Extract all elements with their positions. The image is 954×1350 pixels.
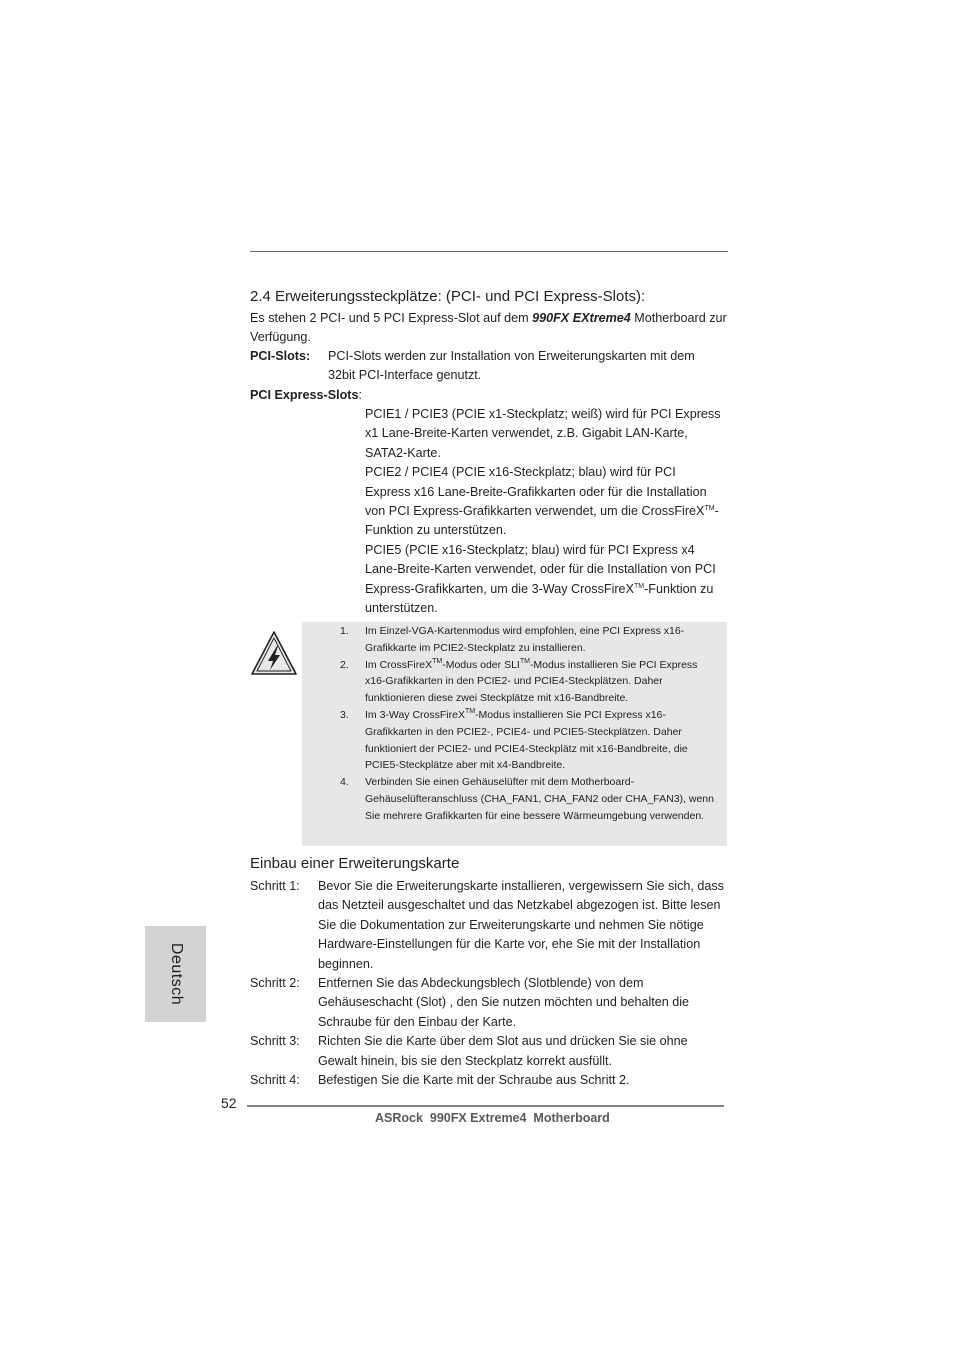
- pcie-x16-text: PCIE2 / PCIE4 (PCIE x16-Steckplatz; blau) wird für PCI Express x16 Lane-Breite-Grafikkarten oder für die Installation von PCI Express-Grafikkarten verwendet, um die CrossFireX: [365, 465, 707, 519]
- install-step: [250, 1071, 728, 1090]
- note-text-part: Im 3-Way CrossFireX: [365, 708, 465, 721]
- pcie5-text: PCIE5 (PCIE x16-Steckplatz; blau) wird für PCI Express x4 Lane-Breite-Karten verwendet, oder für die Installation von PCI Express-Grafikkarten, um die 3-Way CrossFireX: [365, 542, 716, 596]
- intro-paragraph: [250, 309, 728, 348]
- note-number: 1.: [340, 625, 349, 637]
- note-item: [340, 707, 720, 774]
- install-heading: Einbau einer Erweiterungskarte: [250, 855, 460, 872]
- install-step: [250, 877, 728, 974]
- note-number: 2.: [340, 658, 349, 671]
- note-number: 3.: [340, 708, 349, 721]
- page-number: 52: [221, 1095, 237, 1111]
- note-text: [365, 659, 697, 705]
- install-step: [250, 974, 728, 1032]
- footer-divider: [247, 1105, 724, 1107]
- note-text: Verbinden Sie einen Gehäuselüfter mit dem Motherboard-Gehäuselüfteranschluss (CHA_FAN1, CHA_FAN2 oder CHA_FAN3), wenn Sie mehrere Grafikkarten für eine bessere Wärmeumgebung verwenden.: [365, 776, 714, 822]
- intro-text-start: Es stehen 2 PCI- und 5 PCI Express-Slot auf dem: [250, 311, 533, 325]
- pcie5-paragraph: [365, 541, 721, 619]
- trademark-mark: TM: [704, 505, 715, 513]
- note-text: Im Einzel-VGA-Kartenmodus wird empfohlen, eine PCI Express x16-Grafikkarte im PCIE2-Steckplatz zu installieren.: [365, 625, 685, 654]
- pcie5-text-end: -Funktion zu unterstützen.: [365, 581, 714, 616]
- warning-notes-list: [340, 623, 720, 825]
- pcie-slots-description: [365, 405, 721, 618]
- section-heading: 2.4 Erweiterungssteckplätze: (PCI- und PCI Express-Slots):: [250, 288, 646, 305]
- language-label: Deutsch: [167, 942, 185, 1006]
- footer-title: ASRock 990FX Extreme4 Motherboard: [375, 1111, 610, 1125]
- top-divider: [250, 251, 728, 252]
- note-text-part: Im CrossFireX: [365, 658, 433, 671]
- warning-triangle-icon: [250, 630, 298, 676]
- trademark-mark: TM: [519, 657, 530, 665]
- pcie-x16-paragraph: [365, 463, 721, 541]
- note-text-part: -Modus oder SLI: [442, 658, 520, 671]
- note-text-part: -Modus installieren Sie PCI Express x16-Grafikkarten in den PCIE2- und PCIE4-Steckplätzen. Daher funktionieren diese zwei Steckplätze mit x16-Bandbreite.: [365, 658, 698, 705]
- trademark-mark: TM: [432, 657, 443, 665]
- step-label: Schritt 3:: [250, 1034, 300, 1049]
- pcie-slots-term: PCI Express-Slots: [250, 388, 359, 402]
- language-side-tab: [145, 926, 206, 1022]
- pci-slots-description: PCI-Slots werden zur Installation von Erweiterungskarten mit dem 32bit PCI-Interface genutzt.: [328, 349, 695, 383]
- model-name: 990FX EXtreme4: [532, 311, 631, 325]
- install-steps: [250, 877, 728, 1090]
- note-text-part: -Modus installieren Sie PCI Express x16-Grafikkarten in den PCIE2-, PCIE4- und PCIE5-Steckplätzen. Daher funktioniert der PCIE2- und PCIE4-Steckplätz mit x16-Bandbreite, die PCIE5-Steckplätze aber mit x4-Bandbreite.: [365, 708, 688, 772]
- intro-text-end: Motherboard zur Verfügung.: [250, 311, 727, 345]
- step-label: Schritt 1:: [250, 879, 300, 893]
- install-step: [250, 1032, 728, 1071]
- note-item: [340, 623, 720, 657]
- note-text: [365, 709, 688, 771]
- note-item: [340, 657, 720, 707]
- pcie-slots-colon: :: [358, 388, 362, 402]
- step-text: Richten Sie die Karte über dem Slot aus und drücken Sie sie ohne Gewalt hinein, bis sie den Steckplatz korrekt ausfüllt.: [318, 1034, 688, 1068]
- pcie-x16-text-end: -Funktion zu unterstützen.: [365, 504, 719, 538]
- step-label: Schritt 2:: [250, 976, 300, 991]
- note-item: [340, 774, 720, 824]
- trademark-mark: TM: [464, 707, 476, 715]
- pcie-slots-term-line: [250, 386, 362, 405]
- pcie-x1-paragraph: PCIE1 / PCIE3 (PCIE x1-Steckplatz; weiß) wird für PCI Express x1 Lane-Breite-Karten verwendet, z.B. Gigabit LAN-Karte, SATA2-Karte.: [365, 407, 721, 460]
- trademark-mark: TM: [633, 582, 645, 590]
- step-text: Befestigen Sie die Karte mit der Schraube aus Schritt 2.: [318, 1073, 630, 1088]
- step-text: Entfernen Sie das Abdeckungsblech (Slotblende) von dem Gehäuseschacht (Slot) , den Sie nutzen möchten und behalten die Schraube für den Einbau der Karte.: [318, 976, 690, 1029]
- note-number: 4.: [340, 776, 349, 789]
- step-text: Bevor Sie die Erweiterungskarte installieren, vergewissern Sie sich, dass das Netzteil ausgeschaltet und das Netzkabel abgezogen ist. Bitte lesen Sie die Dokumentation zur Erweiterungskarte und nehmen Sie nötige Hardware-Einstellungen für die Karte vor, ehe Sie mit der Installation beginnen.: [318, 879, 724, 971]
- step-label: Schritt 4:: [250, 1073, 300, 1088]
- pci-slots-term: PCI-Slots:: [250, 349, 311, 363]
